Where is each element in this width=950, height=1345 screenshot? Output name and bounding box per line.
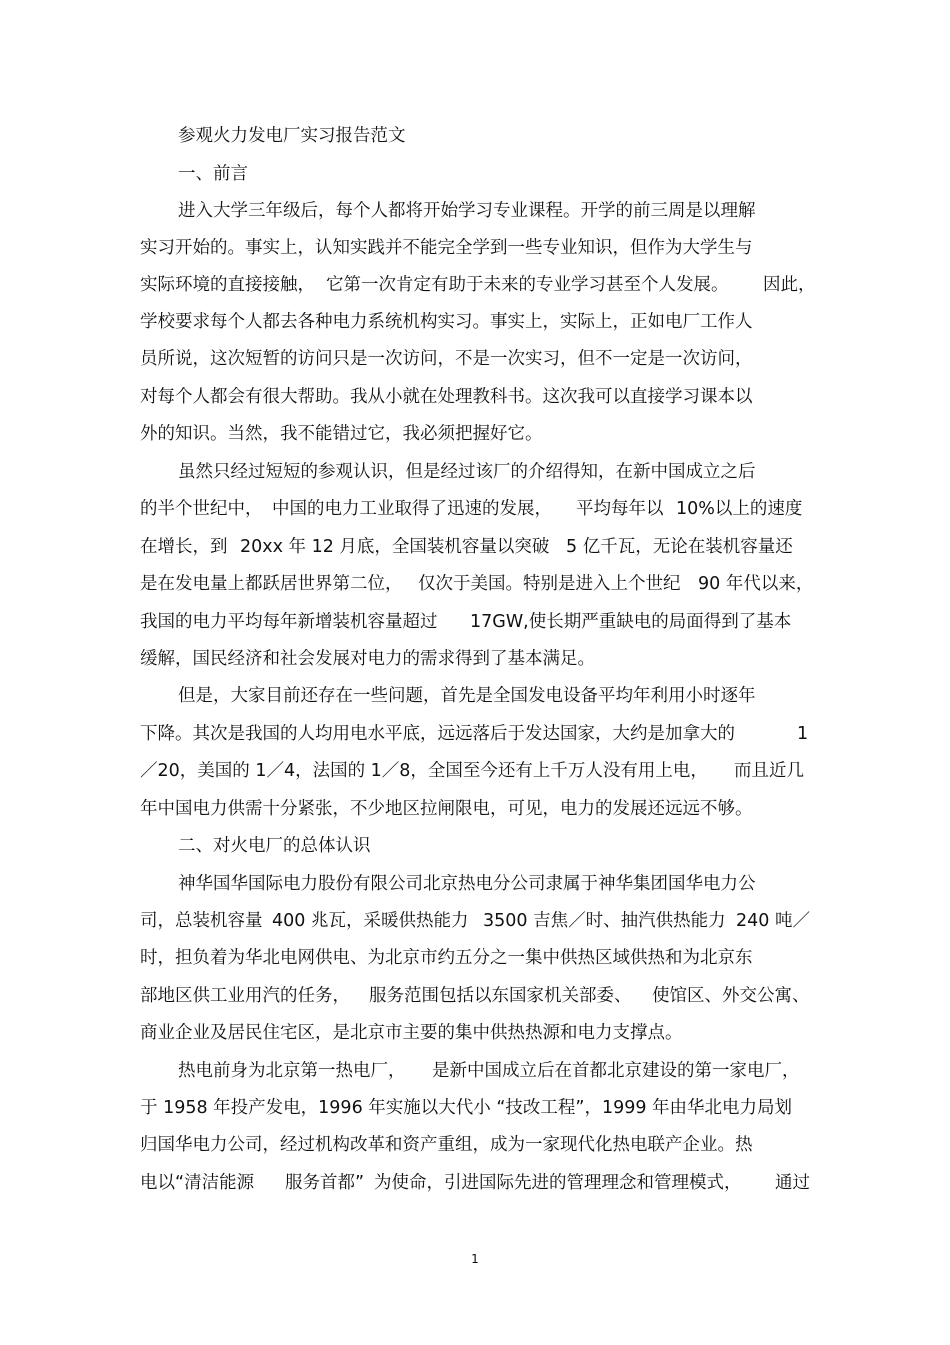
text-segment: 是新中国成立后在首都北京建设的第一家电厂，: [432, 1061, 800, 1081]
paragraph-line: [0, 909, 950, 933]
text-segment: 进入大学三年级后，每个人都将开始学习专业课程。开学的前三周是以理解: [178, 201, 756, 221]
section-heading-preface: 一、前言: [178, 164, 248, 184]
text-segment: 因此，: [763, 275, 816, 295]
text-segment: 下降。其次是我国的人均用电水平底，远远落后于发达国家，大约是加拿大的: [140, 724, 735, 744]
text-segment: 90 年代以来，: [698, 574, 814, 594]
text-segment: 使馆区、外交公寓、: [652, 986, 810, 1006]
paragraph-line: [0, 1171, 950, 1195]
text-segment: 年中国电力供需十分紧张，不少地区拉闸限电，可见，电力的发展还远远不够。: [140, 799, 753, 819]
paragraph-line: [0, 460, 950, 484]
paragraph-line: [0, 872, 950, 896]
paragraph-line: [0, 647, 950, 671]
section-heading-overview: 二、对火电厂的总体认识: [178, 836, 371, 856]
paragraph-line: [0, 422, 950, 446]
text-segment: 平均每年以: [576, 499, 664, 519]
section-heading-line: [0, 834, 950, 858]
text-segment: 神华国华国际电力股份有限公司北京热电分公司隶属于神华集团国华电力公: [178, 874, 756, 894]
text-segment: 为使命，引进国际先进的管理理念和管理模式，: [374, 1173, 742, 1193]
paragraph-line: [0, 1021, 950, 1045]
text-segment: 服务首都”: [285, 1173, 365, 1193]
paragraph-line: [0, 722, 950, 746]
text-segment: 电以“清洁能源: [140, 1173, 255, 1193]
text-segment: 在增长，到: [140, 537, 228, 557]
paragraph-line: [0, 984, 950, 1008]
paragraph-line: [0, 797, 950, 821]
text-segment: 员所说，这次短暂的访问只是一次访问，不是一次实习，但不一定是一次访问，: [140, 349, 753, 369]
paragraph-line: [0, 347, 950, 371]
text-segment: 部地区供工业用汽的任务，: [140, 986, 350, 1006]
text-segment: 10%以上的速度: [676, 499, 803, 519]
text-segment: 司，总装机容量: [140, 911, 263, 931]
text-segment: 240 吨／: [736, 911, 810, 931]
paragraph-line: [0, 199, 950, 223]
text-segment: 缓解，国民经济和社会发展对电力的需求得到了基本满足。: [140, 649, 595, 669]
paragraph-line: [0, 497, 950, 521]
page-number: 1: [471, 1252, 479, 1266]
text-segment: 实际环境的直接接触，: [140, 275, 315, 295]
paragraph-line: [0, 946, 950, 970]
text-segment: 热电前身为北京第一热电厂，: [178, 1061, 406, 1081]
text-segment: 虽然只经过短短的参观认识，但是经过该厂的介绍得知，在新中国成立之后: [178, 462, 756, 482]
text-segment: 17GW,使长期严重缺电的局面得到了基本: [470, 612, 792, 632]
text-segment: 时，担负着为华北电网供电、为北京市约五分之一集中供热区域供热和为北京东: [140, 948, 753, 968]
text-segment: 学校要求每个人都去各种电力系统机构实习。事实上，实际上，正如电厂工作人: [140, 312, 753, 332]
text-segment: 实习开始的。事实上，认知实践并不能完全学到一些专业知识，但作为大学生与: [140, 238, 753, 258]
text-segment: 商业企业及居民住宅区，是北京市主要的集中供热热源和电力支撑点。: [140, 1023, 683, 1043]
paragraph-line: [0, 1096, 950, 1120]
text-segment: ／20，美国的 1／4，法国的 1／8，全国至今还有上千万人没有用上电，: [140, 761, 708, 781]
text-segment: 但是，大家目前还存在一些问题，首先是全国发电设备平均年利用小时逐年: [178, 686, 756, 706]
paragraph-line: [0, 572, 950, 596]
paragraph-line: [0, 759, 950, 783]
text-segment: 外的知识。当然，我不能错过它，我必须把握好它。: [140, 424, 543, 444]
paragraph-line: [0, 684, 950, 708]
paragraph-line: [0, 1059, 950, 1083]
paragraph-line: [0, 1133, 950, 1157]
text-segment: 20xx 年 12 月底，全国装机容量以突破: [240, 537, 550, 557]
section-heading-line: [0, 162, 950, 186]
paragraph-line: [0, 310, 950, 334]
text-segment: 而且近几: [734, 761, 804, 781]
text-segment: 3500 吉焦／时、抽汽供热能力: [483, 911, 726, 931]
document-title-line: [0, 124, 950, 148]
text-segment: 通过: [775, 1173, 810, 1193]
text-segment: 400 兆瓦，采暖供热能力: [272, 911, 469, 931]
paragraph-line: [0, 273, 950, 297]
text-segment: 服务范围包括以东国家机关部委、: [369, 986, 632, 1006]
text-segment: 归国华电力公司，经过机构改革和资产重组，成为一家现代化热电联产企业。热: [140, 1135, 753, 1155]
text-segment: 中国的电力工业取得了迅速的发展，: [272, 499, 552, 519]
paragraph-line: [0, 236, 950, 260]
text-segment: 仅次于美国。特别是进入上个世纪: [418, 574, 681, 594]
text-segment: 是在发电量上都跃居世界第二位，: [140, 574, 403, 594]
text-segment: 它第一次肯定有助于未来的专业学习甚至个人发展。: [326, 275, 729, 295]
text-segment: 的半个世纪中，: [140, 499, 263, 519]
paragraph-line: [0, 535, 950, 559]
paragraph-line: [0, 610, 950, 634]
text-segment: 于 1958 年投产发电，1996 年实施以大代小 “技改工程”，1999 年由华北电力局划: [140, 1098, 793, 1118]
text-segment: 对每个人都会有很大帮助。我从小就在处理教科书。这次我可以直接学习课本以: [140, 387, 753, 407]
text-segment: 我国的电力平均每年新增装机容量超过: [140, 612, 438, 632]
paragraph-line: [0, 385, 950, 409]
text-segment: 1: [797, 724, 809, 744]
text-segment: 5 亿千瓦，无论在装机容量还: [566, 537, 793, 557]
document-title: 参观火力发电厂实习报告范文: [178, 126, 406, 146]
